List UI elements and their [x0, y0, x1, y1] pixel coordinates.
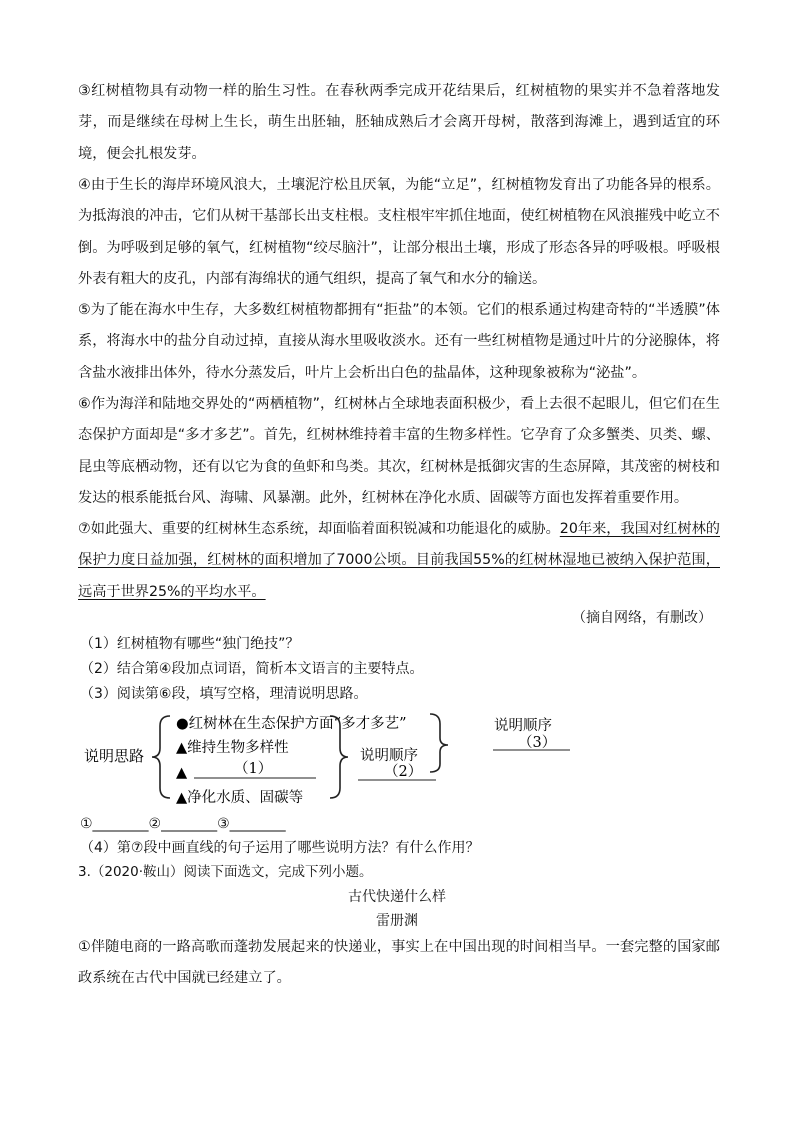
section-3-header: 3.（2020·鞍山）阅读下面选文，完成下列小题。 — [78, 864, 373, 880]
paragraph-7-underlined: 20年来，我国对红树林的保护力度日益加强，红树林的面积增加了7000公顷。目前我国55%的红树林湿地已被纳入保护范围，远高于世界25%的平均水平。 — [78, 521, 720, 600]
mid-order-label: 说明顺序 — [360, 748, 418, 764]
right-order-label: 说明顺序 — [494, 718, 552, 734]
answer-blanks: ①________②________③________ — [80, 816, 286, 832]
paragraph-4: ④由于生长的海岸环境风浪大，土壤泥泞松且厌氧，为能“立足”，红树植物发育出了功能各异的根系。为抵海浪的冲击，它们从树干基部长出支柱根。支柱根牢牢抓住地面，使红树植物在风浪摧残中屹立不倒。为呼吸到足够的氧气，红树植物“绞尽脑汁”，让部分根出土壤，形成了形态各异的呼吸根。呼吸根外表有粗大的皮孔，内部有海绵状的通气组织，提高了氧气和水分的输送。 — [78, 177, 720, 287]
question-4: （4）第⑦段中画直线的句子运用了哪些说明方法？有什么作用？ — [80, 840, 480, 856]
paragraph-7-text: ⑦如此强大、重要的红树林生态系统，却面临着面积锐减和功能退化的威胁。 — [78, 521, 560, 537]
question-1: （1）红树植物有哪些“独门绝技”？ — [80, 636, 300, 652]
article-paragraph-1: ①伴随电商的一路高歌而蓬勃发展起来的快递业，事实上在中国出现的时间相当早。一套完整的国家邮政系统在古代中国就已经建立了。 — [78, 939, 720, 987]
right-brace — [430, 714, 448, 772]
paragraph-6: ⑥作为海洋和陆地交界处的“两栖植物”，红树林占全球地表面积极少，看上去很不起眼儿，但它们在生态保护方面却是“多才多艺”。首先，红树林维持着丰富的生物多样性。它孕育了众多蟹类、贝类、螺、昆虫等底栖动物，还有以它为食的鱼虾和鸟类。其次，红树林是抵御灾害的生态屏障，其茂密的树枝和发达的根系能抵台风、海啸、风暴潮。此外，红树林在净化水质、固碳等方面也发挥着重要作用。 — [78, 396, 720, 506]
diagram-item-1: ●红树林在生态保护方面“多才多艺” — [176, 716, 407, 732]
blank-1-label: （1） — [234, 761, 273, 777]
diagram-root-label: 说明思路 — [84, 747, 145, 765]
paragraph-5: ⑤为了能在海水中生存，大多数红树植物都拥有“拒盐”的本领。它们的根系通过构建奇特的“半透膜”体系，将海水中的盐分自动过掉，直接从海水里吸收淡水。还有一些红树植物是通过叶片的分泌腺体，将含盐水液排出体外，待水分蒸发后，叶片上会析出白色的盐晶体，这种现象被称为“泌盐”。 — [78, 302, 720, 381]
article-author: 雷册渊 — [376, 913, 418, 929]
paragraph-3: ③红树植物具有动物一样的胎生习性。在春秋两季完成开花结果后，红树植物的果实并不急着落地发芽，而是继续在母树上生长，萌生出胚轴，胚轴成熟后才会离开母树，散落到海滩上，遇到适宜的环境，便会扎根发芽。 — [78, 83, 720, 162]
diagram-item-4: ▲净化水质、固碳等 — [176, 790, 304, 806]
article-title: 古代快递什么样 — [348, 889, 446, 905]
question-3: （3）阅读第⑥段，填写空格，理清说明思路。 — [80, 686, 368, 702]
left-brace — [152, 716, 170, 798]
thinking-diagram — [0, 700, 794, 820]
diagram-item-3: ▲ — [176, 765, 188, 781]
diagram-item-2: ▲维持生物多样性 — [176, 740, 289, 756]
paragraph-7 — [78, 514, 720, 608]
blank-3-label: （3） — [518, 735, 557, 751]
question-2: （2）结合第④段加点词语，简析本文语言的主要特点。 — [80, 661, 424, 677]
source-note: （摘自网络，有删改） — [572, 610, 712, 626]
blank-2-label: （2） — [384, 764, 423, 780]
